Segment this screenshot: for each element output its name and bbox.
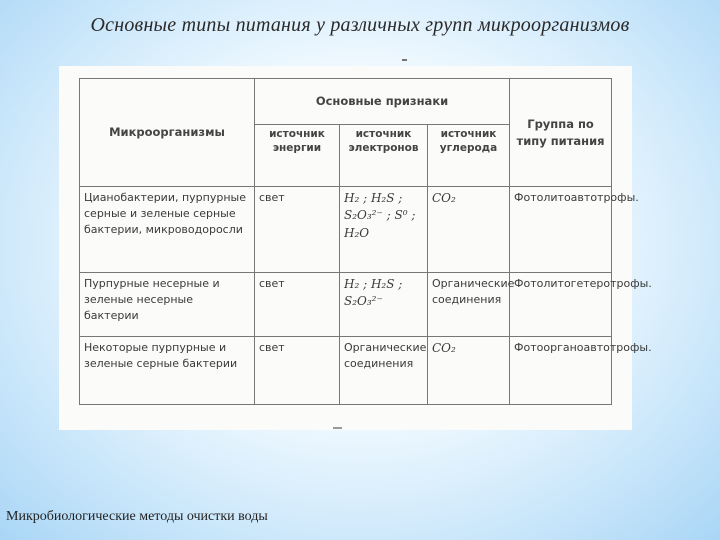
cell-carbon: CO₂: [428, 337, 510, 405]
slide-title: Основные типы питания у различных групп микроорганизмов: [90, 14, 630, 36]
cell-energy: свет: [255, 273, 340, 337]
cell-group: Фотоорганоавтотрофы.: [510, 337, 612, 405]
footer-caption: Микробиологические методы очистки воды: [6, 509, 268, 524]
cell-carbon: CO₂: [428, 187, 510, 273]
cell-electrons: Органические соединения: [340, 337, 428, 405]
cell-organisms: Некоторые пурпурные и зеленые серные бактерии: [80, 337, 255, 405]
header-main-features: Основные признаки: [255, 79, 510, 125]
cell-electrons: H₂ ; H₂S ; S₂O₃²⁻ ; S⁰ ; H₂O: [340, 187, 428, 273]
scan-mark-bottom: [333, 427, 342, 429]
cell-energy: свет: [255, 187, 340, 273]
scanned-table-image: [59, 66, 652, 430]
cell-electrons: H₂ ; H₂S ; S₂O₃²⁻: [340, 273, 428, 337]
header-microorganisms: Микроорганизмы: [80, 79, 255, 187]
header-energy-source: источник энергии: [255, 125, 340, 187]
cell-group: Фотолитоавтотрофы.: [510, 187, 612, 273]
scan-mark-top: [402, 59, 407, 61]
header-electron-source: источник электронов: [340, 125, 428, 187]
table-row: [80, 273, 612, 337]
cell-group: Фотолитогетеротрофы.: [510, 273, 612, 337]
table-row: [80, 337, 612, 405]
header-group: Группа по типу питания: [510, 79, 612, 187]
header-carbon-source: источник углерода: [428, 125, 510, 187]
nutrition-types-table: [79, 78, 652, 405]
cell-carbon: Органические соединения: [428, 273, 510, 337]
cell-energy: свет: [255, 337, 340, 405]
table-row: [80, 187, 612, 273]
cell-organisms: Пурпурные несерные и зеленые несерные бактерии: [80, 273, 255, 337]
cell-organisms: Цианобактерии, пурпурные серные и зеленые серные бактерии, микроводоросли: [80, 187, 255, 273]
